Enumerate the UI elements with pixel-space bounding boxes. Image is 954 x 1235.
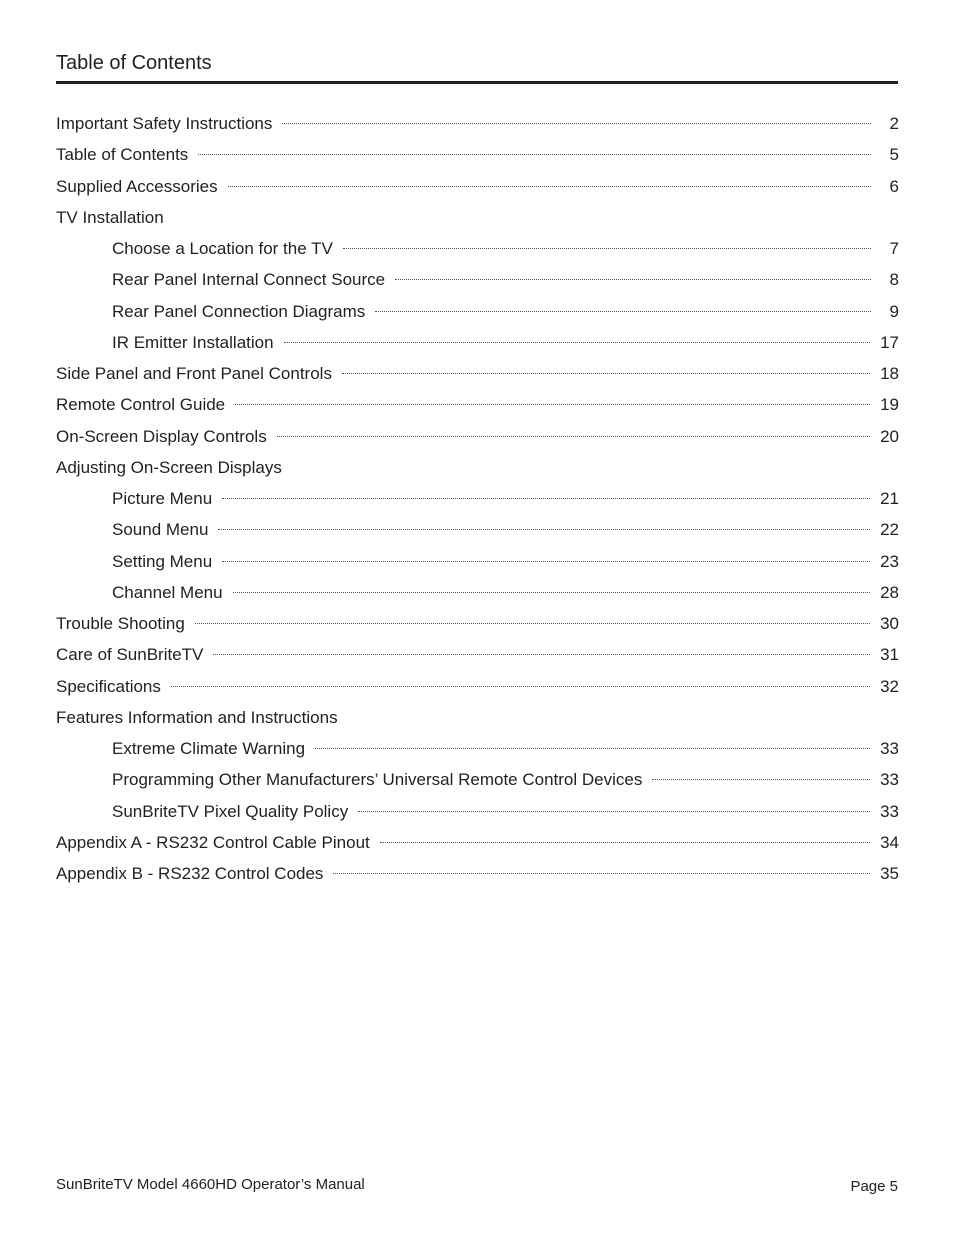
toc-entry[interactable]	[56, 202, 899, 233]
dot-leader	[652, 778, 870, 780]
toc-entry-label: Choose a Location for the TV	[112, 239, 333, 258]
dot-leader	[171, 685, 870, 687]
toc-entry-label: Side Panel and Front Panel Controls	[56, 364, 332, 383]
dot-leader	[277, 435, 870, 437]
toc-entry-label: Picture Menu	[112, 489, 213, 508]
toc-entry-label: Features Information and Instructions	[56, 707, 338, 727]
dot-leader	[333, 872, 870, 874]
toc-entry-label: Important Safety Instructions	[56, 114, 273, 133]
toc-entry-label: SunBriteTV Pixel Quality Policy	[112, 801, 349, 821]
toc-entry-page-number: 35	[880, 864, 899, 883]
toc-entry-label: Channel Menu	[112, 582, 223, 602]
toc-entry-label: On-Screen Display Controls	[56, 426, 267, 446]
toc-entry[interactable]	[56, 171, 899, 202]
toc-subentry[interactable]	[56, 577, 899, 608]
toc-entry-page-number: 33	[880, 739, 899, 758]
toc-entry-label: Table of Contents	[56, 145, 189, 165]
toc-entry-page-number: 31	[880, 645, 899, 665]
toc-entry-page-number: 30	[880, 614, 899, 633]
toc-entry-label: Appendix A - RS232 Control Cable Pinout	[56, 832, 370, 852]
toc-entry[interactable]	[56, 858, 899, 889]
toc-entry-label: Setting Menu	[112, 551, 213, 571]
toc-entry-page-number: 6	[889, 176, 899, 196]
toc-entry[interactable]	[56, 671, 899, 702]
dot-leader	[380, 841, 870, 843]
dot-leader	[233, 591, 871, 593]
toc-entry-page-number: 34	[880, 832, 899, 852]
toc-subentry[interactable]	[56, 233, 899, 264]
toc-entry[interactable]	[56, 702, 899, 733]
dot-leader	[228, 185, 871, 187]
dot-leader	[198, 153, 871, 155]
toc-entry-label: TV Installation	[56, 207, 164, 227]
dot-leader	[222, 497, 870, 499]
toc-list	[56, 108, 899, 889]
toc-subentry[interactable]	[56, 546, 899, 577]
toc-entry-page-number: 23	[880, 551, 899, 571]
toc-entry-label: Trouble Shooting	[56, 614, 185, 633]
footer-manual-title: SunBriteTV Model 4660HD Operator’s Manual	[56, 1176, 365, 1193]
toc-entry[interactable]	[56, 389, 899, 420]
toc-entry-label: Rear Panel Internal Connect Source	[112, 270, 386, 290]
dot-leader	[342, 372, 870, 374]
toc-entry[interactable]	[56, 608, 899, 639]
dot-leader	[213, 653, 870, 655]
toc-entry[interactable]	[56, 139, 899, 170]
toc-entry-label: Programming Other Manufacturers’ Universal Remote Control Devices	[112, 770, 643, 790]
toc-entry[interactable]	[56, 358, 899, 389]
title-rule	[56, 81, 898, 84]
dot-leader	[395, 278, 871, 280]
toc-entry-label: Care of SunBriteTV	[56, 645, 204, 665]
toc-entry-page-number: 5	[889, 145, 899, 165]
toc-entry-page-number: 32	[880, 676, 899, 696]
toc-subentry[interactable]	[56, 514, 899, 545]
toc-subentry[interactable]	[56, 483, 899, 514]
toc-entry[interactable]	[56, 108, 899, 139]
toc-entry-page-number: 2	[889, 114, 899, 133]
toc-entry-label: Adjusting On-Screen Displays	[56, 457, 282, 477]
toc-subentry[interactable]	[56, 796, 899, 827]
dot-leader	[375, 310, 871, 312]
page-title: Table of Contents	[56, 52, 212, 74]
toc-entry[interactable]	[56, 452, 899, 483]
toc-entry-page-number: 19	[880, 395, 899, 415]
toc-entry-page-number: 28	[880, 582, 899, 602]
dot-leader	[222, 560, 870, 562]
footer-page-number: Page 5	[850, 1178, 898, 1195]
toc-subentry[interactable]	[56, 764, 899, 795]
dot-leader	[195, 622, 870, 624]
dot-leader	[343, 247, 871, 249]
toc-entry-page-number: 7	[889, 239, 899, 258]
dot-leader	[218, 528, 870, 530]
toc-entry-page-number: 33	[880, 770, 899, 790]
toc-subentry[interactable]	[56, 296, 899, 327]
dot-leader	[284, 341, 871, 343]
toc-entry-label: Extreme Climate Warning	[112, 739, 306, 758]
toc-entry[interactable]	[56, 421, 899, 452]
toc-entry-label: Appendix B - RS232 Control Codes	[56, 864, 324, 883]
toc-entry-page-number: 33	[880, 801, 899, 821]
toc-entry-page-number: 9	[889, 301, 899, 321]
dot-leader	[282, 122, 871, 124]
toc-entry-label: Supplied Accessories	[56, 176, 218, 196]
toc-entry-page-number: 22	[880, 520, 899, 540]
toc-entry-page-number: 20	[880, 426, 899, 446]
toc-subentry[interactable]	[56, 264, 899, 295]
toc-entry-page-number: 18	[880, 364, 899, 383]
toc-entry-label: Remote Control Guide	[56, 395, 226, 415]
toc-entry-page-number: 8	[889, 270, 899, 290]
dot-leader	[315, 747, 870, 749]
toc-entry[interactable]	[56, 827, 899, 858]
toc-entry-label: Sound Menu	[112, 520, 209, 540]
toc-entry[interactable]	[56, 639, 899, 670]
toc-entry-label: Rear Panel Connection Diagrams	[112, 301, 366, 321]
toc-entry-label: Specifications	[56, 676, 161, 696]
dot-leader	[358, 810, 870, 812]
toc-subentry[interactable]	[56, 733, 899, 764]
toc-entry-page-number: 21	[880, 489, 899, 508]
dot-leader	[235, 403, 870, 405]
toc-subentry[interactable]	[56, 327, 899, 358]
toc-entry-label: IR Emitter Installation	[112, 332, 274, 352]
toc-entry-page-number: 17	[880, 332, 899, 352]
